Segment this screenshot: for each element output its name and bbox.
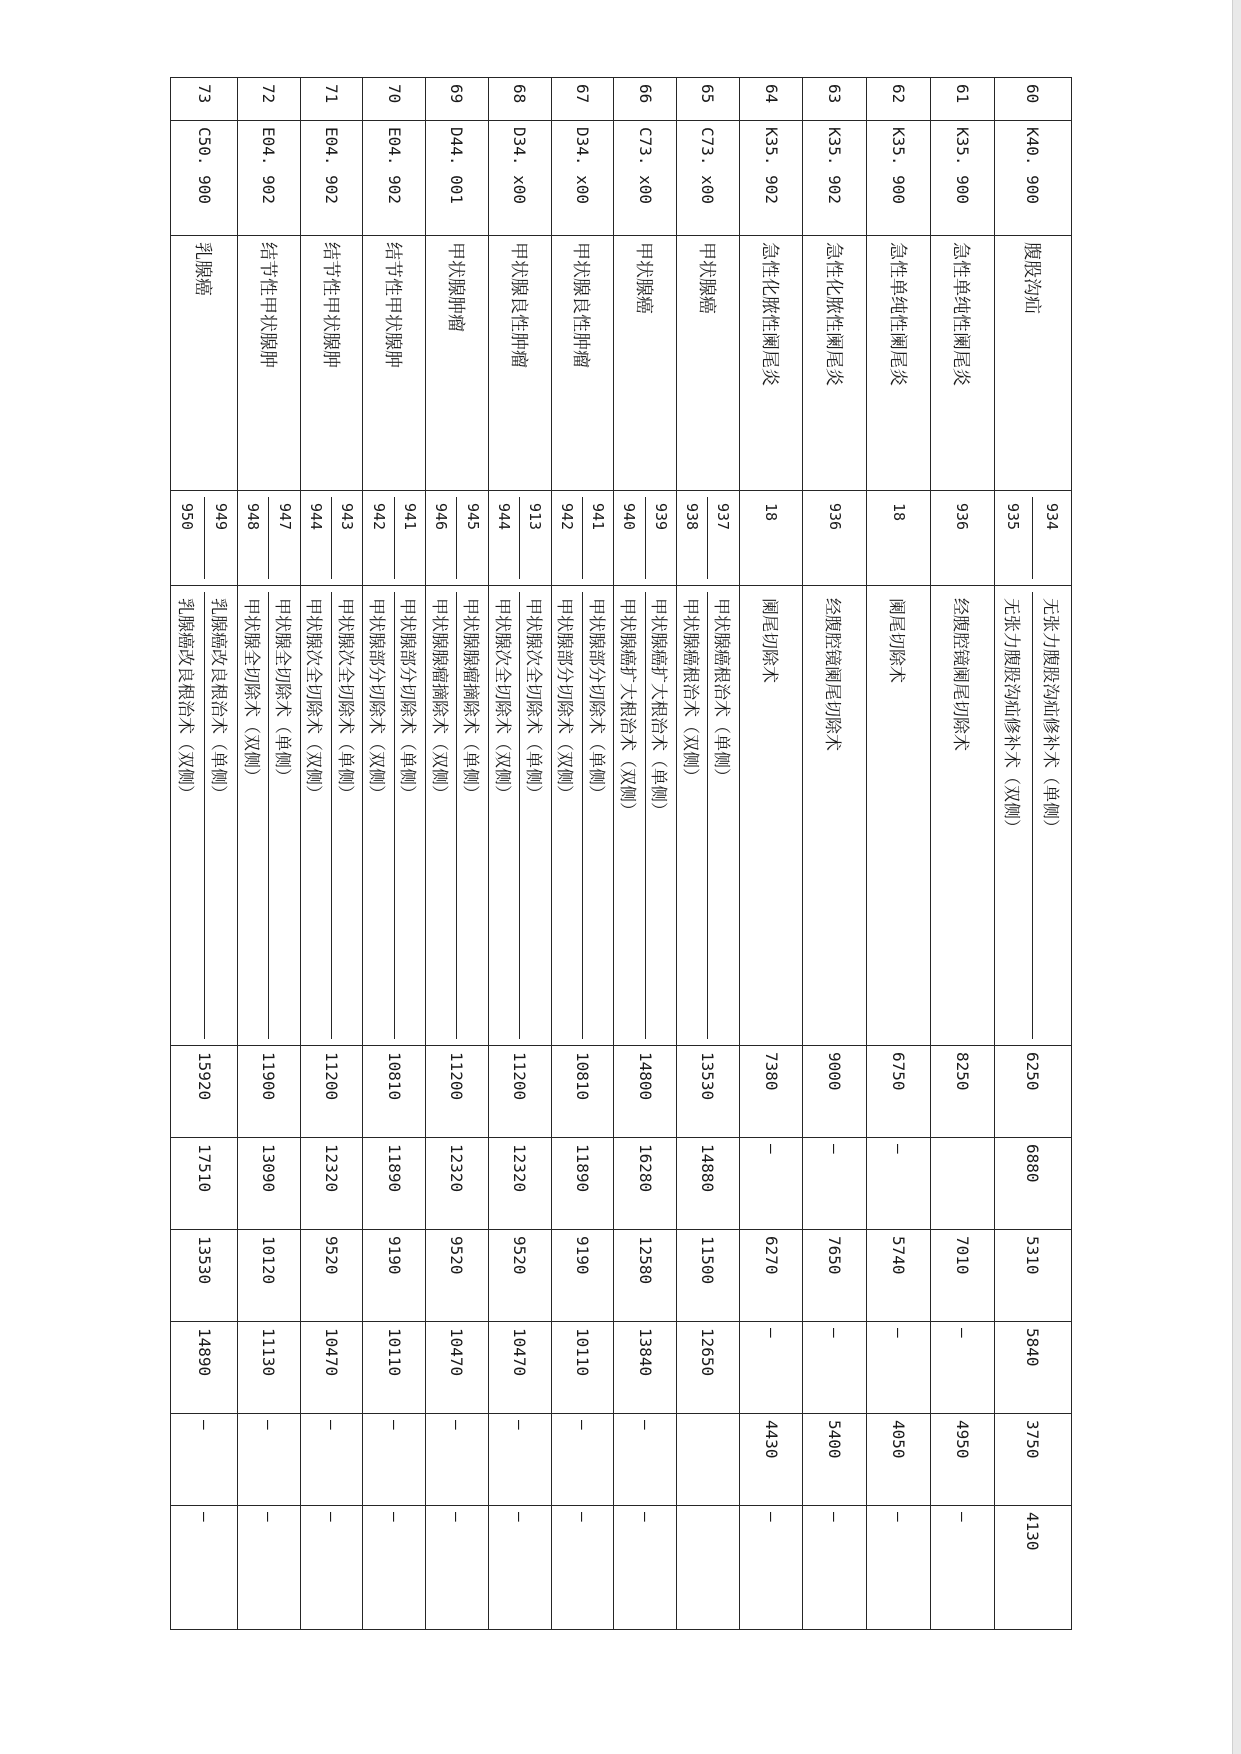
operation-name: 甲状腺癌扩大根治术（双侧） [614,592,645,1039]
fee-cell-v3: 5310 [994,1230,1071,1322]
operation-code: 947 [275,503,294,531]
row-number-cell: 63 [803,78,867,121]
fee-cell-v5: — [551,1414,614,1506]
fee-cell-v3: 9520 [426,1230,489,1322]
disease-name-cell: 乳腺癌 [171,236,238,491]
fee-cell-v1: 7380 [739,1046,803,1138]
operation-code: 945 [463,503,482,531]
row-number-cell: 66 [614,78,677,121]
fee-cell-v2: — [739,1138,803,1230]
operation-code-cell [488,491,551,586]
fee-cell-v6: — [930,1506,994,1630]
fee-cell-v1: 8250 [930,1046,994,1138]
operation-code: 941 [400,503,419,531]
operation-name-cell [300,586,363,1046]
fee-cell-v5: 4430 [739,1414,803,1506]
fee-cell-v2: 14880 [676,1138,739,1230]
fee-cell-v3: 9520 [488,1230,551,1322]
operation-name-cell [930,586,994,1046]
fee-cell-v6: — [300,1506,363,1630]
operation-code-cell [363,491,426,586]
disease-code-cell: K35. 902 [803,121,867,236]
fee-cell-v5: — [300,1414,363,1506]
fee-cell-v5: — [614,1414,677,1506]
operation-name: 甲状腺全切除术（单侧） [272,598,293,785]
operation-code: 942 [363,497,394,579]
table-row [551,78,614,1630]
disease-code-cell: E04. 902 [300,121,363,236]
disease-code-cell: K35. 900 [930,121,994,236]
row-number-cell: 70 [363,78,426,121]
disease-code-cell: D34. x00 [488,121,551,236]
table-row [803,78,867,1630]
fee-cell-v6: — [238,1506,301,1630]
operation-code: 18 [762,503,781,522]
operation-name-cell [363,586,426,1046]
operation-name: 甲状腺腺瘤摘除术（单侧） [460,598,481,802]
fee-cell-v3: 5740 [867,1230,931,1322]
disease-code-cell: D34. x00 [551,121,614,236]
fee-cell-v5: — [171,1414,238,1506]
fee-cell-v4: 13840 [614,1322,677,1414]
table-row [426,78,489,1630]
fee-cell-v5: — [488,1414,551,1506]
disease-name-cell: 结节性甲状腺肿 [363,236,426,491]
disease-code-cell: K35. 902 [739,121,803,236]
operation-name: 乳腺癌改良根治术（单侧） [208,598,229,802]
fee-cell-v6: — [551,1506,614,1630]
table-row [488,78,551,1630]
operation-name: 乳腺癌改良根治术（双侧） [171,592,205,1039]
fee-cell-v4: 10110 [551,1322,614,1414]
fee-cell-v5: 4050 [867,1414,931,1506]
fee-cell-v4: 10470 [488,1322,551,1414]
disease-code-cell: C73. x00 [614,121,677,236]
fee-cell-v3: 12580 [614,1230,677,1322]
row-number-cell: 65 [676,78,739,121]
fee-cell-v3: 10120 [238,1230,301,1322]
operation-code: 935 [995,497,1034,579]
fee-cell-v3: 7010 [930,1230,994,1322]
fee-cell-v3: 11500 [676,1230,739,1322]
fee-cell-v5: 4950 [930,1414,994,1506]
fee-cell-v2: 11890 [551,1138,614,1230]
operation-code: 948 [238,497,269,579]
fee-cell-v4: 10110 [363,1322,426,1414]
fee-table-body [171,78,1072,1630]
fee-cell-v6: 4130 [994,1506,1071,1630]
disease-code-cell: K35. 900 [867,121,931,236]
operation-name-cell [238,586,301,1046]
fee-cell-v4: — [739,1322,803,1414]
operation-name-cell [739,586,803,1046]
disease-code-cell: C50. 900 [171,121,238,236]
fee-cell-v2: 12320 [300,1138,363,1230]
fee-cell-v3: 9520 [300,1230,363,1322]
disease-name-cell: 急性化脓性阑尾炎 [803,236,867,491]
fee-cell-v4: — [930,1322,994,1414]
table-row [363,78,426,1630]
disease-name-cell: 急性单纯性阑尾炎 [930,236,994,491]
operation-name: 经腹腔镜阑尾切除术 [949,598,970,751]
operation-name: 无张力腹股沟疝修补术（双侧） [995,592,1034,1039]
fee-cell-v1: 13530 [676,1046,739,1138]
disease-name-cell: 结节性甲状腺肿 [300,236,363,491]
operation-name: 甲状腺部分切除术（单侧） [585,598,606,802]
fee-cell-v5: 5400 [803,1414,867,1506]
row-number-cell: 62 [867,78,931,121]
disease-name-cell: 甲状腺肿瘤 [426,236,489,491]
operation-name: 甲状腺部分切除术（双侧） [552,592,583,1039]
fee-table [170,77,1072,1630]
operation-code-cell [994,491,1071,586]
operation-name: 阑尾切除术 [886,598,907,683]
fee-cell-v1: 11900 [238,1046,301,1138]
fee-cell-v3: 9190 [363,1230,426,1322]
fee-cell-v6: — [426,1506,489,1630]
page-edge [1232,0,1241,1754]
disease-name-cell: 甲状腺良性肿瘤 [488,236,551,491]
row-number-cell: 71 [300,78,363,121]
operation-name: 甲状腺癌扩大根治术（单侧） [648,598,669,819]
fee-cell-v4: 12650 [676,1322,739,1414]
fee-cell-v2: 6880 [994,1138,1071,1230]
fee-cell-v6: — [363,1506,426,1630]
row-number-cell: 61 [930,78,994,121]
operation-name-cell [426,586,489,1046]
fee-cell-v5: — [363,1414,426,1506]
operation-code-cell [867,491,931,586]
operation-code: 939 [651,503,670,531]
operation-code-cell [300,491,363,586]
fee-cell-v1: 10810 [363,1046,426,1138]
fee-cell-v1: 9000 [803,1046,867,1138]
row-number-cell: 69 [426,78,489,121]
fee-cell-v5 [676,1414,739,1506]
fee-cell-v1: 6250 [994,1046,1071,1138]
operation-name: 甲状腺次全切除术（单侧） [334,598,355,802]
operation-code: 949 [211,503,230,531]
operation-code: 943 [338,503,357,531]
fee-cell-v4: 10470 [426,1322,489,1414]
table-row [614,78,677,1630]
operation-name-cell [614,586,677,1046]
operation-name-cell [171,586,238,1046]
fee-cell-v1: 15920 [171,1046,238,1138]
operation-name: 经腹腔镜阑尾切除术 [822,598,843,751]
operation-code-cell [238,491,301,586]
fee-cell-v1: 6750 [867,1046,931,1138]
disease-name-cell: 甲状腺良性肿瘤 [551,236,614,491]
operation-name: 甲状腺癌根治术（双侧） [677,592,708,1039]
operation-code: 937 [714,503,733,531]
fee-cell-v1: 10810 [551,1046,614,1138]
operation-code-cell [739,491,803,586]
fee-cell-v1: 11200 [488,1046,551,1138]
fee-cell-v3: 13530 [171,1230,238,1322]
fee-cell-v3: 7650 [803,1230,867,1322]
fee-cell-v4: — [867,1322,931,1414]
operation-code-cell [676,491,739,586]
operation-code: 944 [489,497,520,579]
operation-name-cell [803,586,867,1046]
fee-cell-v4: 10470 [300,1322,363,1414]
fee-cell-v2: 13090 [238,1138,301,1230]
fee-cell-v6: — [739,1506,803,1630]
fee-cell-v2: 16280 [614,1138,677,1230]
rotated-table-container [170,77,1072,1629]
row-number-cell: 67 [551,78,614,121]
fee-cell-v1: 11200 [300,1046,363,1138]
fee-cell-v2: 12320 [426,1138,489,1230]
row-number-cell: 60 [994,78,1071,121]
disease-code-cell: D44. 001 [426,121,489,236]
fee-cell-v4: 14890 [171,1322,238,1414]
fee-cell-v2: — [867,1138,931,1230]
operation-name-cell [867,586,931,1046]
fee-cell-v5: — [238,1414,301,1506]
disease-name-cell: 腹股沟疝 [994,236,1071,491]
operation-name: 甲状腺次全切除术（单侧） [522,598,543,802]
operation-code: 913 [526,503,545,531]
disease-code-cell: C73. x00 [676,121,739,236]
operation-code-cell [551,491,614,586]
row-number-cell: 73 [171,78,238,121]
row-number-cell: 64 [739,78,803,121]
operation-code: 946 [426,497,457,579]
fee-cell-v3: 6270 [739,1230,803,1322]
disease-name-cell: 甲状腺癌 [676,236,739,491]
table-row [676,78,739,1630]
fee-cell-v2: — [803,1138,867,1230]
operation-name-cell [488,586,551,1046]
fee-cell-v6: — [488,1506,551,1630]
table-row [171,78,238,1630]
disease-name-cell: 急性单纯性阑尾炎 [867,236,931,491]
fee-cell-v1: 14800 [614,1046,677,1138]
fee-cell-v6: — [867,1506,931,1630]
disease-name-cell: 急性化脓性阑尾炎 [739,236,803,491]
operation-code: 941 [589,503,608,531]
table-row [994,78,1071,1630]
fee-cell-v5: — [426,1414,489,1506]
operation-code: 936 [825,503,844,531]
operation-code: 938 [677,497,708,579]
operation-code: 18 [889,503,908,522]
operation-name: 甲状腺腺瘤摘除术（双侧） [426,592,457,1039]
table-row [930,78,994,1630]
table-row [867,78,931,1630]
table-row [300,78,363,1630]
operation-code: 942 [552,497,583,579]
operation-name-cell [551,586,614,1046]
operation-name: 阑尾切除术 [758,598,779,683]
table-row [238,78,301,1630]
operation-name: 甲状腺部分切除术（单侧） [397,598,418,802]
fee-cell-v4: — [803,1322,867,1414]
operation-code: 950 [171,497,205,579]
fee-cell-v6: — [803,1506,867,1630]
operation-code: 944 [301,497,332,579]
fee-cell-v2: 12320 [488,1138,551,1230]
operation-name-cell [676,586,739,1046]
operation-code: 934 [1043,503,1062,531]
fee-cell-v3: 9190 [551,1230,614,1322]
fee-cell-v6: — [614,1506,677,1630]
fee-cell-v1: 11200 [426,1046,489,1138]
fee-cell-v5: 3750 [994,1414,1071,1506]
operation-name: 无张力腹股沟疝修补术（单侧） [1039,598,1060,836]
operation-code-cell [930,491,994,586]
operation-code: 936 [953,503,972,531]
operation-name: 甲状腺次全切除术（双侧） [301,592,332,1039]
fee-cell-v6 [676,1506,739,1630]
operation-code-cell [426,491,489,586]
operation-name: 甲状腺癌根治术（单侧） [710,598,731,785]
operation-name: 甲状腺全切除术（双侧） [238,592,269,1039]
operation-code: 940 [614,497,645,579]
disease-code-cell: E04. 902 [238,121,301,236]
fee-cell-v2 [930,1138,994,1230]
operation-name: 甲状腺部分切除术（双侧） [363,592,394,1039]
operation-name: 甲状腺次全切除术（双侧） [489,592,520,1039]
fee-cell-v6: — [171,1506,238,1630]
operation-name-cell [994,586,1071,1046]
fee-cell-v4: 11130 [238,1322,301,1414]
table-row [739,78,803,1630]
fee-cell-v2: 17510 [171,1138,238,1230]
row-number-cell: 68 [488,78,551,121]
fee-cell-v4: 5840 [994,1322,1071,1414]
row-number-cell: 72 [238,78,301,121]
operation-code-cell [614,491,677,586]
operation-code-cell [803,491,867,586]
disease-code-cell: E04. 902 [363,121,426,236]
fee-cell-v2: 11890 [363,1138,426,1230]
operation-code-cell [171,491,238,586]
disease-code-cell: K40. 900 [994,121,1071,236]
disease-name-cell: 甲状腺癌 [614,236,677,491]
disease-name-cell: 结节性甲状腺肿 [238,236,301,491]
